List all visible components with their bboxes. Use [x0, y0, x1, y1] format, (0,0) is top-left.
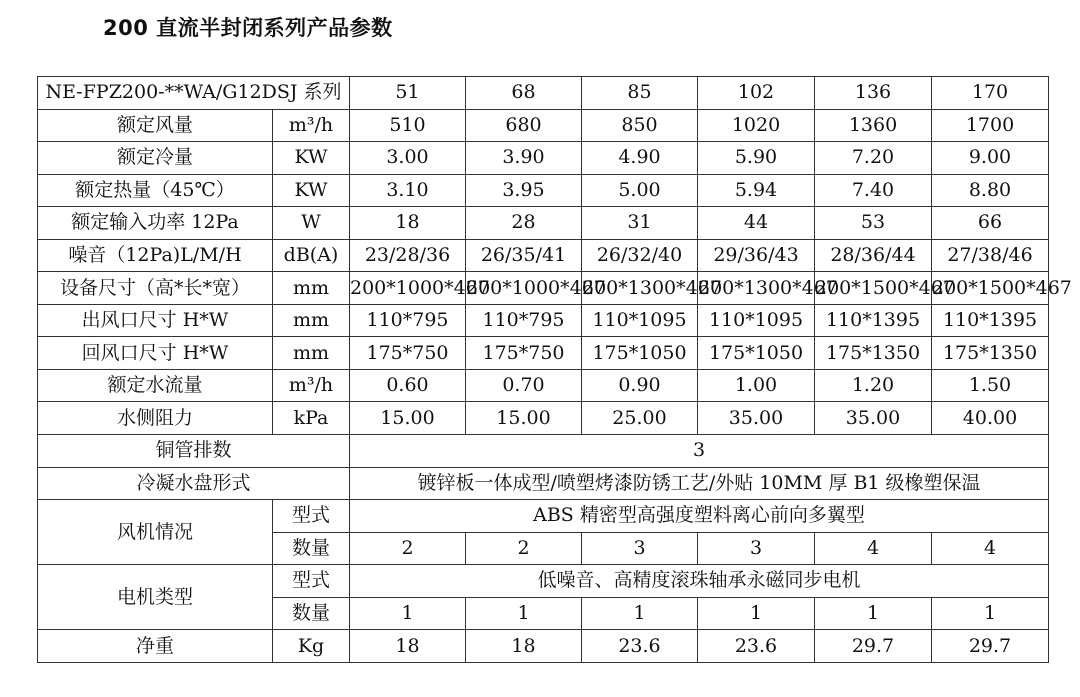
row-heating — [38, 174, 1049, 207]
value-cell: 3.95 — [466, 174, 582, 207]
row-label: 额定冷量 — [38, 142, 273, 175]
value-cell: 1 — [582, 597, 698, 630]
value-cell: 175*1350 — [932, 337, 1049, 370]
value-cell: 3 — [698, 532, 815, 565]
size-cell: 170 — [932, 77, 1049, 110]
value-cell: 40.00 — [932, 402, 1049, 435]
unit-cell: Kg — [273, 630, 350, 663]
value-cell: 18 — [350, 207, 466, 240]
row-power — [38, 207, 1049, 240]
value-cell: 28/36/44 — [815, 239, 932, 272]
row-airflow — [38, 109, 1049, 142]
value-cell: 1700 — [932, 109, 1049, 142]
value-cell: 175*1050 — [582, 337, 698, 370]
spec-table — [37, 76, 1072, 663]
value-cell: 3.10 — [350, 174, 466, 207]
sub-label: 数量 — [273, 597, 350, 630]
value-cell: 1.20 — [815, 369, 932, 402]
value-cell: 29/36/43 — [698, 239, 815, 272]
page-title: 200 直流半封闭系列产品参数 — [103, 16, 393, 40]
size-cell: 51 — [350, 77, 466, 110]
value-cell: 200*1300*467 — [698, 272, 815, 305]
row-label: 风机情况 — [38, 500, 273, 565]
value-cell: 200*1500*467 — [932, 272, 1049, 305]
unit-cell: m³/h — [273, 369, 350, 402]
value-cell: 26/35/41 — [466, 239, 582, 272]
value-cell: 200*1300*467 — [582, 272, 698, 305]
value-cell: 0.60 — [350, 369, 466, 402]
value-cell: 29.7 — [932, 630, 1049, 663]
unit-cell: m³/h — [273, 109, 350, 142]
value-cell: 110*1395 — [932, 304, 1049, 337]
value-cell: 31 — [582, 207, 698, 240]
value-cell: 35.00 — [815, 402, 932, 435]
row-label: 额定风量 — [38, 109, 273, 142]
size-cell: 102 — [698, 77, 815, 110]
row-label: 出风口尺寸 H*W — [38, 304, 273, 337]
value-cell: 1 — [466, 597, 582, 630]
value-cell: 175*1050 — [698, 337, 815, 370]
value-cell: 510 — [350, 109, 466, 142]
value-cell: 66 — [932, 207, 1049, 240]
row-noise — [38, 239, 1049, 272]
value-cell: 7.40 — [815, 174, 932, 207]
value-cell: 110*795 — [466, 304, 582, 337]
value-cell: 0.90 — [582, 369, 698, 402]
row-return — [38, 337, 1049, 370]
row-resistance — [38, 402, 1049, 435]
value-cell: 18 — [466, 630, 582, 663]
value-cell: 110*795 — [350, 304, 466, 337]
row-label: 净重 — [38, 630, 273, 663]
unit-cell: mm — [273, 304, 350, 337]
value-cell: 200*1000*467 — [350, 272, 466, 305]
row-cooling — [38, 142, 1049, 175]
value-cell: 1 — [932, 597, 1049, 630]
value-cell: 9.00 — [932, 142, 1049, 175]
size-cell: 136 — [815, 77, 932, 110]
value-cell: 175*750 — [350, 337, 466, 370]
value-cell: 3 — [582, 532, 698, 565]
size-cell: 68 — [466, 77, 582, 110]
value-cell: 2 — [466, 532, 582, 565]
sub-label: 型式 — [273, 565, 350, 598]
row-label: 额定水流量 — [38, 369, 273, 402]
value-cell: 53 — [815, 207, 932, 240]
value-cell: 23/28/36 — [350, 239, 466, 272]
model-series: NE-FPZ200-**WA/G12DSJ 系列 — [38, 77, 350, 110]
value-cell: 15.00 — [466, 402, 582, 435]
value-cell: 2 — [350, 532, 466, 565]
value-cell: 23.6 — [582, 630, 698, 663]
value-cell: 23.6 — [698, 630, 815, 663]
value-cell: 镀锌板一体成型/喷塑烤漆防锈工艺/外贴 10MM 厚 B1 级橡塑保温 — [350, 467, 1049, 500]
row-label: 电机类型 — [38, 565, 273, 630]
row-label: 水侧阻力 — [38, 402, 273, 435]
value-cell: 1360 — [815, 109, 932, 142]
value-cell: 1.00 — [698, 369, 815, 402]
unit-cell: kPa — [273, 402, 350, 435]
value-cell: 680 — [466, 109, 582, 142]
value-cell: 25.00 — [582, 402, 698, 435]
value-cell: 200*1500*467 — [815, 272, 932, 305]
value-cell: 0.70 — [466, 369, 582, 402]
size-cell: 85 — [582, 77, 698, 110]
row-copper-rows — [38, 435, 1049, 468]
value-cell: 35.00 — [698, 402, 815, 435]
row-drain-pan — [38, 467, 1049, 500]
value-cell: 3 — [350, 435, 1049, 468]
value-cell: 1 — [815, 597, 932, 630]
value-cell: 175*750 — [466, 337, 582, 370]
value-cell: 5.90 — [698, 142, 815, 175]
value-cell: 200*1000*467 — [466, 272, 582, 305]
value-cell: 1020 — [698, 109, 815, 142]
value-cell: ABS 精密型高强度塑料离心前向多翼型 — [350, 500, 1049, 533]
value-cell: 27/38/46 — [932, 239, 1049, 272]
sub-label: 数量 — [273, 532, 350, 565]
value-cell: 5.94 — [698, 174, 815, 207]
unit-cell: dB(A) — [273, 239, 350, 272]
value-cell: 18 — [350, 630, 466, 663]
sub-label: 型式 — [273, 500, 350, 533]
row-label: 铜管排数 — [38, 435, 350, 468]
value-cell: 低噪音、高精度滚珠轴承永磁同步电机 — [350, 565, 1049, 598]
row-dimensions — [38, 272, 1049, 305]
unit-cell: KW — [273, 174, 350, 207]
value-cell: 110*1095 — [698, 304, 815, 337]
row-outlet — [38, 304, 1049, 337]
row-label: 设备尺寸（高*长*宽） — [38, 272, 273, 305]
row-label: 额定输入功率 12Pa — [38, 207, 273, 240]
value-cell: 4 — [815, 532, 932, 565]
row-label: 冷凝水盘形式 — [38, 467, 350, 500]
value-cell: 7.20 — [815, 142, 932, 175]
value-cell: 44 — [698, 207, 815, 240]
value-cell: 1 — [350, 597, 466, 630]
value-cell: 5.00 — [582, 174, 698, 207]
value-cell: 1 — [698, 597, 815, 630]
row-fan-type — [38, 500, 1049, 533]
row-waterflow — [38, 369, 1049, 402]
value-cell: 110*1395 — [815, 304, 932, 337]
unit-cell: mm — [273, 272, 350, 305]
value-cell: 15.00 — [350, 402, 466, 435]
row-label: 噪音（12Pa)L/M/H — [38, 239, 273, 272]
unit-cell: mm — [273, 337, 350, 370]
unit-cell: W — [273, 207, 350, 240]
value-cell: 28 — [466, 207, 582, 240]
value-cell: 850 — [582, 109, 698, 142]
value-cell: 3.90 — [466, 142, 582, 175]
value-cell: 3.00 — [350, 142, 466, 175]
row-motor-type — [38, 565, 1049, 598]
row-weight — [38, 630, 1049, 663]
unit-cell: KW — [273, 142, 350, 175]
value-cell: 4 — [932, 532, 1049, 565]
row-label: 额定热量（45℃） — [38, 174, 273, 207]
row-label: 回风口尺寸 H*W — [38, 337, 273, 370]
value-cell: 29.7 — [815, 630, 932, 663]
header-row — [38, 77, 1049, 110]
value-cell: 175*1350 — [815, 337, 932, 370]
value-cell: 8.80 — [932, 174, 1049, 207]
value-cell: 1.50 — [932, 369, 1049, 402]
value-cell: 4.90 — [582, 142, 698, 175]
value-cell: 26/32/40 — [582, 239, 698, 272]
value-cell: 110*1095 — [582, 304, 698, 337]
